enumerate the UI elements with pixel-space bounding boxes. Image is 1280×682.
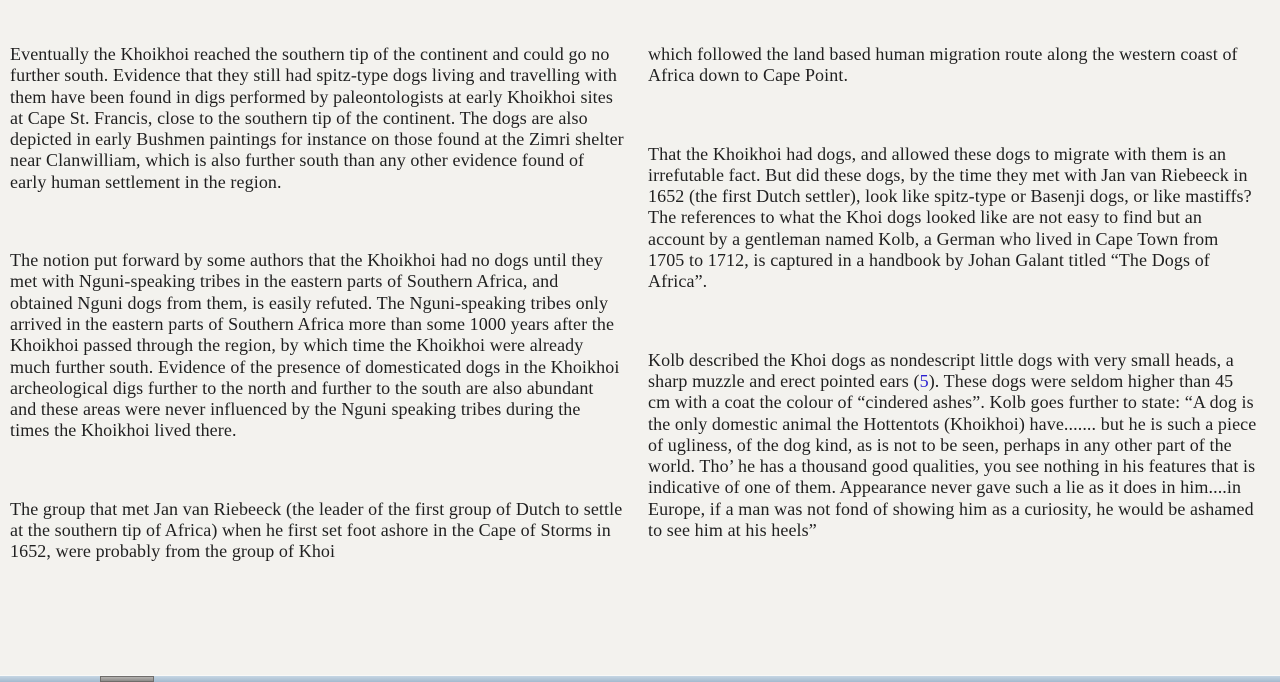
paragraph-khoikhoi-southern-tip: Eventually the Khoikhoi reached the southern tip of the continent and could go no further south. Evidence that they still had spitz-type dogs living and travelling with them have been found in digs performed by paleontologists at early Khoikhoi sites at Cape St. Francis, close to the southern tip of the continent. The dogs are also depicted in early Bushmen paintings for instance on those found at the Zimri shelter near Clanwilliam, which is also further south than any other evidence found of early human settlement in the region.	[10, 44, 624, 192]
kolb-text-after-link: ). These dogs were seldom higher than 45 cm with a coat the colour of “cindered ashes”. Kolb goes further to state: “A dog is the only domestic animal the Hottentots (Khoikhoi) have....... but he is such a piece of ugliness, of the dog kind, as is not to be seen, perhaps in any other part of the world. Tho’ he has a thousand good qualities, you see nothing in his features that is indicative of one of them. Appearance never gave such a lie as it does in him....in Europe, if a man was not fond of showing him as a curiosity, he would be ashamed to see him at his heels”	[648, 370, 1257, 541]
text-column-right	[648, 44, 1258, 598]
paragraph-nguni-refutation: The notion put forward by some authors that the Khoikhoi had no dogs until they met with Nguni-speaking tribes in the eastern parts of Southern Africa, and obtained Nguni dogs from them, is easily refuted. The Nguni-speaking tribes only arrived in the eastern parts of Southern Africa more than some 1000 years after the Khoikhoi passed through the region, by which time the Khoikhoi were already much further south. Evidence of the presence of domesticated dogs in the Khoikhoi archeological digs further to the north and further to the south are also abundant and these areas were never influenced by the Nguni speaking tribes during the times the Khoikhoi lived there.	[10, 250, 620, 441]
text-column-left	[10, 44, 624, 620]
reference-link-5[interactable]: 5	[919, 370, 929, 391]
paragraph-van-riebeeck-group: The group that met Jan van Riebeeck (the leader of the first group of Dutch to settle at the southern tip of Africa) when he first set foot ashore in the Cape of Storms in 1652, were probably from the group of Khoi	[10, 498, 623, 562]
horizontal-scrollbar[interactable]	[0, 675, 1280, 682]
paragraph-dogs-appearance: That the Khoikhoi had dogs, and allowed these dogs to migrate with them is an irrefutable fact. But did these dogs, by the time they met with Jan van Riebeeck in 1652 (the first Dutch settler), look like spitz-type or Basenji dogs, or like mastiffs? The references to what the Khoi dogs looked like are not easy to find but an account by a gentleman named Kolb, a German who lived in Cape Town from 1705 to 1712, is captured in a handbook by Johan Galant titled “The Dogs of Africa”.	[648, 143, 1252, 292]
horizontal-scrollbar-thumb[interactable]	[100, 676, 154, 682]
paragraph-migration-route: which followed the land based human migration route along the western coast of Africa down to Cape Point.	[648, 44, 1238, 86]
paragraph-kolb-description	[648, 350, 1258, 542]
kolb-text-before-link: Kolb described the Khoi dogs as nondescript little dogs with very small heads, a sharp muzzle and erect pointed ears (	[648, 349, 1234, 391]
